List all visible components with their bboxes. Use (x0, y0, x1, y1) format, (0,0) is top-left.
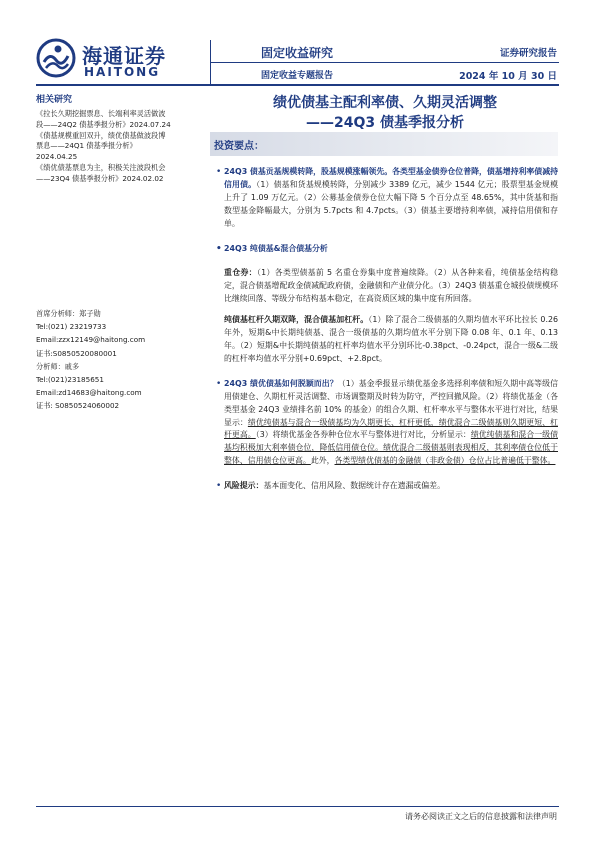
analyst-email-link[interactable]: Email:zzx12149@haitong.com (36, 335, 146, 345)
report-label: 证券研究报告 (499, 48, 557, 59)
related-research-line: 票息——24Q1 债基季报分析》 (36, 141, 137, 151)
paragraph-text: （1）除了混合二级债基的久期均值水平环比拉长 0.26 年外，短期&中长期纯债基、混合一级债基的久期均值水平分别下降 0.08 年、0.1 年、0.13 年。（2）短期&中长期纯债基的杠杆率均值水平分别环比-0.38pct、-0.24pct，混合一级&二级的杠杆率均值水平分别+0.69pct、+2.8pct。 (224, 315, 558, 363)
summary-body (216, 166, 558, 493)
report-type: 固定收益研究 (260, 46, 333, 60)
bullet-paragraph (216, 378, 558, 468)
paragraph (224, 314, 558, 366)
paragraph-text: （1）基金季报显示绩优基金多选择利率债和短久期中高等级信用债建仓、久期杠杆灵活调整、市场调整期及时转为防守，严控回撤风险。（2）将绩优基金（各类型基金 24Q3 业绩排名前 10% 的基金）的组合久期、杠杆率水平与整体水平进行对比，结果显示： (224, 378, 558, 427)
risk-text: 基本面变化、信用风险、数据统计存在遗漏或偏差。 (263, 481, 445, 491)
paragraph-highlight: 纯债基杠杆久期双降，混合债基加杠杆。 (224, 315, 369, 325)
analyst-line: Tel:(021)23185651 (36, 375, 104, 385)
analyst-line: Tel:(021) 23219733 (36, 322, 107, 332)
analyst-line: 证书: S0850524060002 (36, 401, 120, 411)
header-divider-bottom (36, 84, 559, 86)
report-title: 绩优债基主配利率债、久期灵活调整 (273, 95, 497, 111)
analyst-line: 分析师：戚多 (36, 361, 80, 371)
summary-header-bar (210, 132, 558, 156)
related-research-list (36, 109, 204, 185)
underlined-text: 绩优纯债基和混合一级债基均积极加大利率债仓位，降低信用债仓位。绩优混合二级债基则表现相反，其利率债仓位低于整体、信用债仓位更高。 (224, 430, 558, 466)
paragraph-text: 此外， (310, 456, 335, 466)
related-research-line: ——23Q4 债基季报分析》2024.02.02 (36, 173, 164, 183)
analyst-info (36, 307, 204, 413)
footer-divider (36, 806, 559, 807)
paragraph-text: （1）债基和货基规模转降，分别减少 3389 亿元，减少 1544 亿元；股票型基金规模上升了 1.09 万亿元。（2）公募基金债券仓位大幅下降 5 个百分点至 48.65%，其中货基和指数型基金降幅最大，分别为 5.7pcts 和 4.7pcts。（3）债基主要增持利率债，减持信用债和存单。 (224, 179, 558, 228)
analyst-email-link[interactable]: Email:zd14683@haitong.com (36, 388, 142, 398)
header-divider-mid (210, 62, 559, 63)
related-research-title: 相关研究 (36, 95, 73, 105)
related-research-line: 2024.04.25 (36, 152, 78, 162)
logo-en-text: HAITONG (84, 65, 161, 79)
related-research-line: 《拉长久期挖掘票息、长端利率灵活做波 (36, 109, 166, 118)
risk-label: 风险提示： (224, 481, 264, 491)
section-heading: • 24Q3 纯债基&混合债基分析 (216, 243, 558, 256)
haitong-logo-icon (36, 38, 76, 78)
related-research-line: 《债基规模重回双升，绩优债基做波段博 (36, 130, 166, 140)
report-subtitle: ——24Q3 债基季报分析 (306, 115, 464, 131)
paragraph-highlight: 24Q3 绩优债基如何脱颖而出？ (224, 378, 338, 388)
underlined-text: 各类型绩优债基的金融债（非政金债）仓位占比普遍低于整体。 (334, 456, 556, 466)
analyst-line: 首席分析师：郑子勋 (36, 309, 101, 318)
sidebar (36, 92, 204, 185)
paragraph-highlight: 24Q3 债基贡基规模转降，股基规模涨幅领先。各类型基金债券仓位普降，债基增持利率债减持信用债。 (224, 167, 558, 189)
company-logo (36, 38, 186, 84)
logo-cn-text: 海通证券 (82, 44, 166, 68)
footer-disclaimer: 请务必阅读正文之后的信息披露和法律声明 (405, 812, 557, 821)
paragraph-text: （3）将绩优基金各券种仓位水平与整体进行对比，分析显示： (255, 430, 471, 440)
report-subtype: 固定收益专题报告 (260, 71, 333, 81)
summary-title: 投资要点： (214, 141, 264, 152)
report-date: 2024 年 10 月 30 日 (459, 71, 557, 82)
paragraph-highlight: 重仓券： (224, 268, 257, 278)
bullet-paragraph (216, 480, 558, 493)
related-research-line: 《绩优债基票息为主，积极关注波段机会 (36, 162, 166, 172)
paragraph (224, 267, 558, 306)
paragraph-text: （1）各类型债基前 5 名重仓券集中度普遍续降。（2）从各种来看，纯债基金结构稳定，混合债基增配政金债减配政府债，金融债和产业债分化。（3）24Q3 债基重仓城投债规模环比继续回落、等级分布结构基本稳定，在高资质区域的集中度有所回落。 (224, 268, 558, 304)
analyst-line: 证书:S0850520080001 (36, 348, 117, 358)
related-research-line: 段——24Q2 债基季报分析》2024.07.24 (36, 119, 171, 129)
underlined-text: 绩优纯债基与混合一级债基均为久期更长、杠杆更低，绩优混合二级债基则久期更短、杠杆更高。 (224, 417, 558, 440)
bullet-paragraph (216, 166, 558, 231)
